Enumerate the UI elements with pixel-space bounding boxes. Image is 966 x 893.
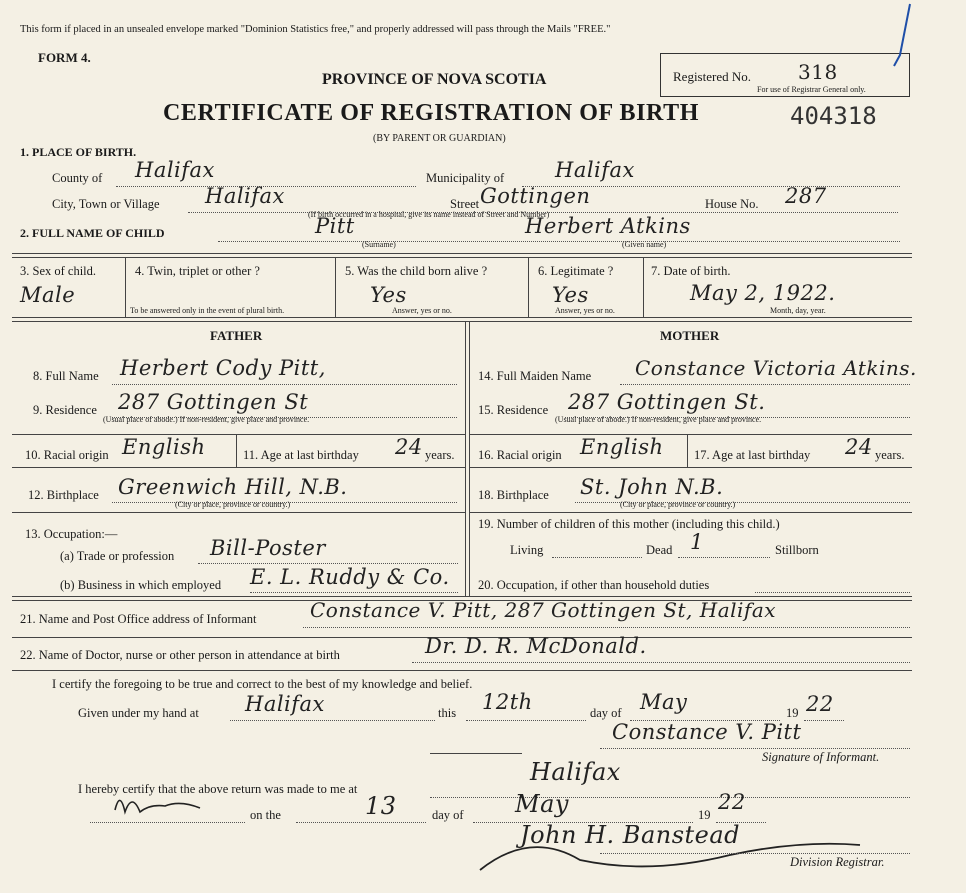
twin-note: To be answered only in the event of plural birth.: [130, 306, 285, 315]
business-value: E. L. Ruddy & Co.: [250, 565, 450, 589]
mother-age-value: 24: [845, 435, 873, 459]
date-value: May 2, 1922.: [690, 281, 836, 305]
row-divider: [469, 512, 912, 513]
doctor-line: [412, 662, 910, 663]
father-name-line: [112, 384, 457, 385]
living-line: [552, 557, 642, 558]
row-divider: [469, 467, 912, 468]
registrar-certify-text: I hereby certify that the above return was made to me at: [78, 782, 358, 796]
certificate-title: CERTIFICATE OF REGISTRATION OF BIRTH: [163, 100, 699, 126]
column-divider: [528, 257, 529, 317]
sex-value: Male: [20, 283, 76, 307]
father-name-value: Herbert Cody Pitt,: [120, 356, 326, 380]
trade-line: [198, 563, 458, 564]
father-racial-value: English: [122, 435, 206, 459]
column-divider: [335, 257, 336, 317]
mother-residence-note: (Usual place of abode.) If non-resident, give place and province.: [555, 415, 762, 424]
father-age-label: 11. Age at last birthday: [243, 448, 359, 462]
row-divider: [12, 257, 912, 258]
notice-line: This form if placed in an unsealed envelope marked "Dominion Statistics free," and properly addressed will pass through the Mails "FREE.": [20, 24, 611, 35]
child-name-line: [218, 241, 900, 242]
this-label: this: [438, 706, 457, 720]
registrar-sig-label: Division Registrar.: [790, 855, 885, 869]
certify-text: I certify the foregoing to be true and correct to the best of my knowledge and belief.: [52, 677, 473, 691]
row-divider: [12, 467, 465, 468]
short-rule: [430, 753, 522, 754]
registrar-note: For use of Registrar General only.: [757, 85, 866, 94]
mother-name-value: Constance Victoria Atkins.: [635, 356, 917, 380]
informant-signature-line: [600, 748, 910, 749]
column-divider: [125, 257, 126, 317]
given-day-of-label: day of: [590, 706, 622, 720]
row-divider: [12, 253, 912, 254]
mother-name-line: [620, 384, 910, 385]
street-label: Street: [450, 197, 480, 211]
registrar-month: May: [515, 790, 569, 818]
on-the-label: on the: [250, 808, 281, 822]
given-label: Given under my hand at: [78, 706, 199, 720]
mother-name-label: 14. Full Maiden Name: [478, 369, 592, 383]
mother-birthplace-label: 18. Birthplace: [478, 488, 549, 502]
registered-number: 318: [798, 60, 838, 84]
municipality-label: Municipality of: [426, 171, 505, 185]
row-divider: [12, 317, 912, 318]
father-birthplace-label: 12. Birthplace: [28, 488, 99, 502]
living-label: Living: [510, 543, 544, 557]
row-divider: [12, 670, 912, 671]
dead-line: [678, 557, 770, 558]
mother-birthplace-value: St. John N.B.: [580, 475, 724, 499]
business-line: [250, 592, 458, 593]
registered-label: Registered No.: [673, 69, 751, 84]
father-residence-value: 287 Gottingen St: [118, 390, 309, 414]
surname-note: (Surname): [362, 240, 396, 249]
city-label: City, Town or Village: [52, 197, 160, 211]
mother-heading: MOTHER: [660, 328, 720, 343]
informant-signature: Constance V. Pitt: [612, 720, 802, 744]
doctor-value: Dr. D. R. McDonald.: [425, 634, 647, 658]
stamp-number: 404318: [790, 102, 877, 130]
parents-divider: [465, 321, 466, 596]
mother-residence-label: 15. Residence: [478, 403, 549, 417]
given-month: May: [640, 690, 688, 714]
registrar-place: Halifax: [530, 758, 621, 786]
legit-value: Yes: [552, 283, 589, 307]
dead-value: 1: [690, 530, 704, 554]
sex-label: 3. Sex of child.: [20, 264, 97, 278]
registrar-place-mark: [110, 790, 210, 822]
occupation-label: 13. Occupation:—: [25, 527, 118, 541]
municipality-value: Halifax: [555, 158, 635, 182]
twin-label: 4. Twin, triplet or other ?: [135, 264, 260, 278]
form-number: FORM 4.: [38, 50, 91, 65]
father-residence-note: (Usual place of abode.) If non-resident, give place and province.: [103, 415, 310, 424]
children-label: 19. Number of children of this mother (including this child.): [478, 517, 780, 531]
county-value: Halifax: [135, 158, 215, 182]
mother-occupation-label: 20. Occupation, if other than household duties: [478, 578, 710, 592]
alive-value: Yes: [370, 283, 407, 307]
certificate-subtitle: (BY PARENT OR GUARDIAN): [373, 133, 506, 144]
street-value: Gottingen: [480, 184, 591, 208]
trade-label: (a) Trade or profession: [60, 549, 175, 563]
registrar-day-line: [296, 822, 426, 823]
row-divider: [12, 434, 465, 435]
mother-racial-value: English: [580, 435, 664, 459]
doctor-label: 22. Name of Doctor, nurse or other person in attendance at birth: [20, 648, 340, 662]
informant-value: Constance V. Pitt, 287 Gottingen St, Halifax: [310, 598, 777, 622]
mother-years-label: years.: [875, 448, 905, 462]
hospital-note: (If birth occurred in a hospital, give its name instead of Street and Number): [308, 210, 550, 219]
informant-label: 21. Name and Post Office address of Informant: [20, 612, 257, 626]
informant-sig-label: Signature of Informant.: [762, 750, 880, 764]
column-divider: [643, 257, 644, 317]
child-given-name: Herbert Atkins: [525, 214, 691, 238]
registrar-year-prefix: 19: [698, 808, 711, 822]
row-divider: [12, 512, 465, 513]
given-day: 12th: [482, 690, 533, 714]
business-label: (b) Business in which employed: [60, 578, 222, 592]
registrar-blank-line: [90, 822, 245, 823]
row-divider: [12, 321, 912, 322]
father-age-value: 24: [395, 435, 423, 459]
child-name-label: 2. FULL NAME OF CHILD: [20, 226, 165, 240]
trade-value: Bill-Poster: [210, 536, 326, 560]
mother-racial-label: 16. Racial origin: [478, 448, 562, 462]
father-racial-label: 10. Racial origin: [25, 448, 109, 462]
registrar-signature-line: [600, 853, 910, 854]
stillborn-label: Stillborn: [775, 543, 819, 557]
house-value: 287: [785, 184, 827, 208]
given-place: Halifax: [245, 692, 325, 716]
date-note: Month, day, year.: [770, 306, 826, 315]
child-surname: Pitt: [315, 214, 355, 238]
mother-birthplace-note: (City or place, province or country.): [620, 500, 736, 509]
given-place-line: [230, 720, 435, 721]
mother-age-label: 17. Age at last birthday: [694, 448, 811, 462]
date-label: 7. Date of birth.: [651, 264, 731, 278]
house-label: House No.: [705, 197, 759, 211]
father-age-divider: [236, 435, 237, 467]
row-divider: [12, 596, 912, 597]
registrar-year: 22: [718, 790, 746, 814]
alive-note: Answer, yes or no.: [392, 306, 452, 315]
informant-line: [303, 627, 910, 628]
province-heading: PROVINCE OF NOVA SCOTIA: [322, 71, 547, 88]
city-value: Halifax: [205, 184, 285, 208]
alive-label: 5. Was the child born alive ?: [345, 264, 488, 278]
father-birthplace-note: (City or place, province or country.): [175, 500, 291, 509]
given-name-note: (Given name): [622, 240, 667, 249]
given-year: 22: [806, 692, 834, 716]
given-day-line: [466, 720, 586, 721]
registrar-place-line: [430, 797, 910, 798]
father-name-label: 8. Full Name: [33, 369, 99, 383]
parents-divider: [469, 321, 470, 596]
registrar-signature: John H. Banstead: [520, 821, 741, 849]
mother-age-divider: [687, 435, 688, 467]
father-residence-label: 9. Residence: [33, 403, 97, 417]
father-birthplace-value: Greenwich Hill, N.B.: [118, 475, 348, 499]
dead-label: Dead: [646, 543, 673, 557]
legit-note: Answer, yes or no.: [555, 306, 615, 315]
legit-label: 6. Legitimate ?: [538, 264, 614, 278]
father-heading: FATHER: [210, 328, 263, 343]
registrar-day: 13: [365, 792, 397, 820]
father-years-label: years.: [425, 448, 455, 462]
row-divider: [469, 434, 912, 435]
registrar-day-of-label: day of: [432, 808, 464, 822]
mother-occupation-line: [755, 592, 910, 593]
place-of-birth-heading: 1. PLACE OF BIRTH.: [20, 145, 137, 159]
county-label: County of: [52, 171, 103, 185]
given-year-line: [804, 720, 844, 721]
registrar-signature-flourish: [470, 820, 870, 880]
pen-check-mark: [880, 0, 920, 75]
given-year-prefix: 19: [786, 706, 799, 720]
mother-residence-value: 287 Gottingen St.: [568, 390, 766, 414]
